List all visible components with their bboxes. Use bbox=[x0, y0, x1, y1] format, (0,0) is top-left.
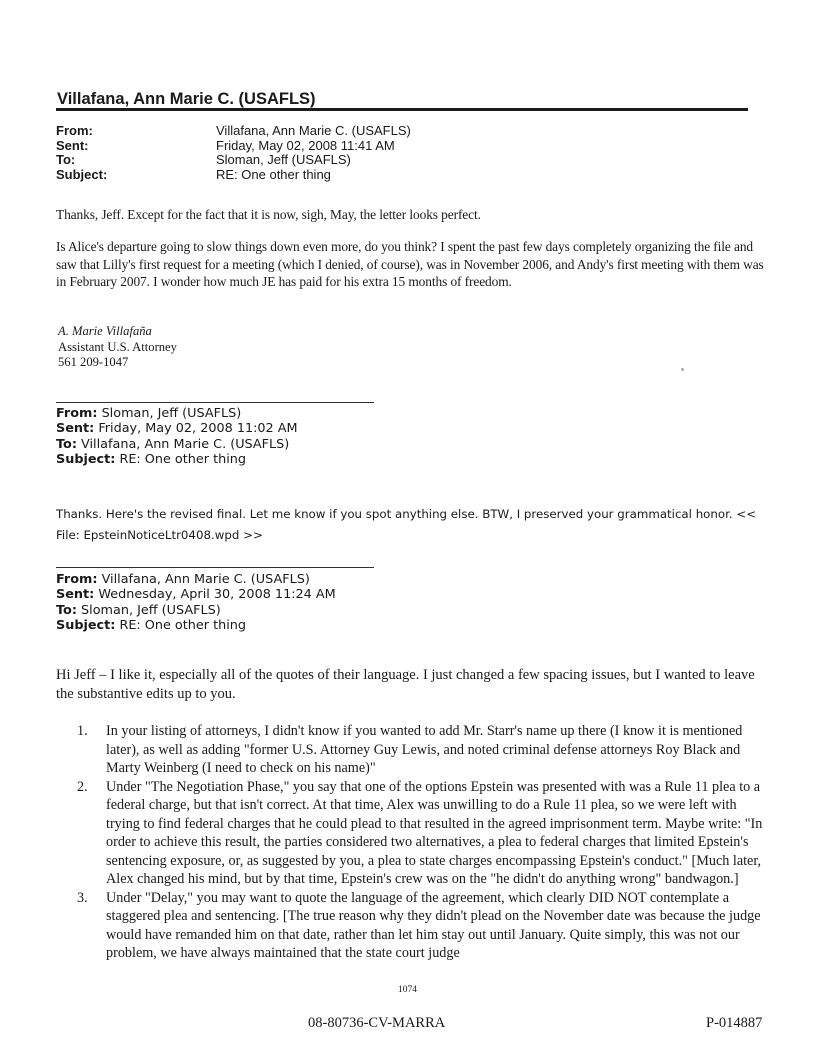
signature-block bbox=[58, 324, 177, 371]
list-item-number: 1. bbox=[77, 723, 88, 739]
quote1-subject: RE: One other thing bbox=[119, 452, 247, 468]
page-number: 1074 bbox=[398, 985, 417, 995]
quote2-sent-label: Sent: bbox=[56, 587, 95, 603]
quote2-subject-label: Subject: bbox=[56, 618, 116, 634]
header-sent-label: Sent: bbox=[56, 137, 89, 153]
list-item bbox=[77, 889, 767, 963]
title-rule bbox=[56, 108, 748, 111]
header-to-row bbox=[56, 153, 411, 168]
header-to-label: To: bbox=[56, 152, 76, 167]
quote2-list bbox=[77, 722, 767, 963]
quote2-header bbox=[56, 572, 336, 634]
signature-title: Assistant U.S. Attorney bbox=[58, 339, 177, 354]
list-item bbox=[77, 778, 767, 889]
bates-number: P-014887 bbox=[706, 1015, 763, 1031]
email-header bbox=[56, 124, 411, 182]
header-from-value: Villafana, Ann Marie C. (USAFLS) bbox=[216, 123, 411, 138]
quote2-to-label: To: bbox=[56, 602, 77, 618]
message1-para2: Is Alice's departure going to slow things down even more, do you think? I spent the past few days completely organizing the file and saw that Lilly's first request for a meeting (which I denied, of course), was in November 2006, and Andy's first meeting with them was in February 2007. I wonder how much JE has paid for his extra 15 months of freedom. bbox=[56, 239, 764, 289]
list-item-text: Under "The Negotiation Phase," you say that one of the options Epstein was presented with was a Rule 11 plea to a federal charge, but that isn't correct. At that time, Alex was unwilling to do a Rule 11 plea, so we were left with trying to find federal charges that he could plead to that resulted in the agreed imprisonment term. Maybe write: "In order to achieve this result, the parties considered two alternatives, a plea to federal charges that limited Epstein's sentencing exposure, or, as suggested by you, a plea to state charges encompassing Epstein's conduct." [Much later, Alex changed his mind, but by that time, Epstein's crew was on the "he didn't do anything wrong" bandwagon.] bbox=[106, 778, 763, 887]
signature-name: A. Marie Villafaña bbox=[58, 324, 152, 338]
header-subject-value: RE: One other thing bbox=[216, 166, 331, 182]
list-item-number: 3. bbox=[77, 889, 88, 906]
header-from-label: From: bbox=[56, 123, 93, 138]
quote2-intro: Hi Jeff – I like it, especially all of the quotes of their language. I just changed a few spacing issues, but I wanted to leave the substantive edits up to you. bbox=[56, 667, 755, 702]
quote1-header bbox=[56, 406, 298, 468]
header-subject-label: Subject: bbox=[56, 166, 108, 182]
signature-phone: 561 209-1047 bbox=[58, 355, 129, 369]
quote1-sent: Friday, May 02, 2008 11:02 AM bbox=[98, 421, 298, 437]
header-to-value: Sloman, Jeff (USAFLS) bbox=[216, 152, 351, 167]
quote2-divider bbox=[56, 567, 374, 568]
quote2-from-label: From: bbox=[56, 572, 98, 587]
quote1-body: Thanks. Here's the revised final. Let me know if you spot anything else. BTW, I preserved your grammatical honor. << File: EpsteinNoticeLtr0408.wpd >> bbox=[56, 507, 757, 542]
quote1-sent-label: Sent: bbox=[56, 421, 95, 437]
quote1-to: Villafana, Ann Marie C. (USAFLS) bbox=[81, 436, 290, 452]
quote1-subject-label: Subject: bbox=[56, 452, 116, 468]
header-sent-value: Friday, May 02, 2008 11:41 AM bbox=[216, 137, 395, 153]
list-item-number: 2. bbox=[77, 778, 88, 795]
quote2-subject: RE: One other thing bbox=[119, 618, 247, 634]
quote1-from: Sloman, Jeff (USAFLS) bbox=[101, 406, 242, 421]
header-from-row bbox=[56, 124, 411, 139]
case-number: 08-80736-CV-MARRA bbox=[308, 1015, 446, 1031]
quote1-divider bbox=[56, 402, 374, 403]
scan-speck bbox=[681, 368, 684, 371]
quote1-from-label: From: bbox=[56, 406, 98, 421]
header-sent-row bbox=[56, 139, 411, 154]
quote1-to-label: To: bbox=[56, 436, 77, 452]
list-item bbox=[77, 722, 767, 778]
quote2-from: Villafana, Ann Marie C. (USAFLS) bbox=[101, 572, 310, 587]
message1-para1: Thanks, Jeff. Except for the fact that it is now, sigh, May, the letter looks perfect. bbox=[56, 207, 481, 222]
list-item-text: In your listing of attorneys, I didn't know if you wanted to add Mr. Starr's name up there (I know it is mentioned later), as well as adding "former U.S. Attorney Guy Lewis, and noted criminal defense attorneys Roy Black and Marty Weinberg (I need to check on his name)" bbox=[106, 723, 743, 776]
quote2-to: Sloman, Jeff (USAFLS) bbox=[81, 602, 221, 618]
list-item-text: Under "Delay," you may want to quote the language of the agreement, which clearly DID NOT contemplate a staggered plea and sentencing. [The true reason why they didn't plead on the November date was because the judge would have remanded him on that date, rather than let him stay out until January. Quite simply, this was not our problem, we have always maintained that the state court judge bbox=[106, 889, 761, 961]
quote2-sent: Wednesday, April 30, 2008 11:24 AM bbox=[98, 587, 336, 603]
header-subject-row bbox=[56, 168, 411, 183]
document-title: Villafana, Ann Marie C. (USAFLS) bbox=[57, 90, 316, 108]
